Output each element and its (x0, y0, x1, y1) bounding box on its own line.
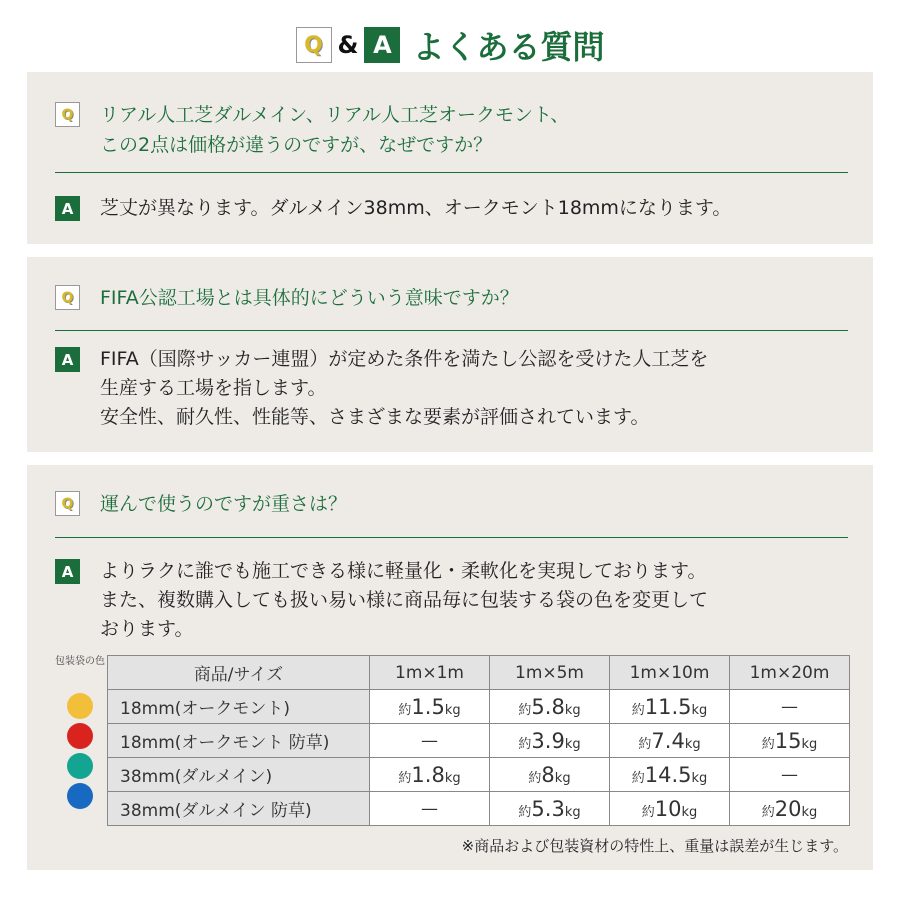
column-header: 1m×1m (370, 656, 490, 690)
color-legend (55, 655, 105, 813)
unit-label: kg (444, 770, 461, 786)
unit-label: kg (684, 736, 701, 752)
unit-label: kg (564, 804, 581, 820)
unit-label: kg (691, 702, 708, 718)
weight-cell (370, 690, 490, 724)
approx-label: 約 (398, 770, 412, 786)
approx-label: 約 (631, 702, 645, 718)
approx-label: 約 (761, 736, 775, 752)
unit-label: kg (564, 736, 581, 752)
faq-item-3 (27, 465, 873, 870)
question-icon: Q (55, 102, 80, 127)
question-text: リアル人工芝ダルメイン、リアル人工芝オークモント、 この2点は価格が違うのですが、なぜですか？ (100, 104, 570, 156)
approx-label: 約 (398, 702, 412, 718)
product-name: 38mm(ダルメイン 防草) (108, 792, 370, 826)
unit-label: kg (681, 804, 698, 820)
weight-cell (490, 690, 610, 724)
weight-value: 1.8 (411, 762, 445, 787)
column-header: 商品/サイズ (108, 656, 370, 690)
weight-value: 10 (654, 796, 682, 821)
bag-color-dot (67, 783, 93, 809)
question-icon: Q (55, 491, 80, 516)
weight-cell (730, 792, 850, 826)
unit-label: kg (801, 804, 818, 820)
approx-label: 約 (518, 702, 532, 718)
weight-cell (730, 724, 850, 758)
bag-color-dot (67, 723, 93, 749)
bag-color-dot (67, 753, 93, 779)
approx-label: 約 (641, 804, 655, 820)
approx-label: 約 (631, 770, 645, 786)
approx-label: 約 (761, 804, 775, 820)
faq-item-1 (27, 72, 873, 244)
weight-value: 8 (541, 762, 555, 787)
faq-item-2 (27, 257, 873, 452)
weight-cell (370, 758, 490, 792)
unit-label: kg (691, 770, 708, 786)
unit-label: kg (554, 770, 571, 786)
question-text: FIFA公認工場とは具体的にどういう意味ですか？ (100, 287, 519, 309)
bag-color-dot (67, 693, 93, 719)
weight-cell (490, 758, 610, 792)
approx-label: 約 (638, 736, 652, 752)
unit-label: kg (801, 736, 818, 752)
column-header: 1m×20m (730, 656, 850, 690)
weight-value: 5.8 (531, 694, 565, 719)
weight-cell (610, 758, 730, 792)
answer-icon: A (55, 559, 80, 584)
weight-cell (490, 792, 610, 826)
weight-cell: — (730, 690, 850, 724)
table-note: ※商品および包装資材の特性上、重量は誤差が生じます。 (461, 837, 848, 855)
weight-value: 11.5 (644, 694, 692, 719)
answer-text: よりラクに誰でも施工できる様に軽量化・柔軟化を実現しております。 また、複数購入しても扱い易い様に商品毎に包装する袋の色を変更して おります。 (100, 560, 709, 640)
weight-cell: — (370, 792, 490, 826)
answer-icon: A (55, 196, 80, 221)
answer-icon: A (55, 347, 80, 372)
product-name: 18mm(オークモント 防草) (108, 724, 370, 758)
page-title (0, 22, 900, 68)
table-row (108, 724, 850, 758)
answer-text: 芝丈が異なります。ダルメイン38mm、オークモント18mmになります。 (100, 197, 732, 219)
answer-text: FIFA（国際サッカー連盟）が定めた条件を満たし公認を受けた人工芝を 生産する工場を指します。 安全性、耐久性、性能等、さまざまな要素が評価されています。 (100, 348, 709, 428)
a-icon: A (364, 27, 400, 63)
unit-label: kg (564, 702, 581, 718)
weight-value: 14.5 (644, 762, 692, 787)
column-header: 1m×10m (610, 656, 730, 690)
approx-label: 約 (518, 804, 532, 820)
weight-value: 3.9 (531, 728, 565, 753)
table-row (108, 690, 850, 724)
weight-cell: — (370, 724, 490, 758)
weight-cell (490, 724, 610, 758)
approx-label: 約 (518, 736, 532, 752)
column-header: 1m×5m (490, 656, 610, 690)
question-text: 運んで使うのですが重さは？ (100, 493, 348, 515)
product-name: 38mm(ダルメイン) (108, 758, 370, 792)
title-text: よくある質問 (412, 28, 605, 66)
question-icon: Q (55, 285, 80, 310)
weight-cell: — (730, 758, 850, 792)
table-row (108, 792, 850, 826)
unit-label: kg (444, 702, 461, 718)
divider (55, 172, 848, 173)
divider (55, 330, 848, 331)
weight-value: 7.4 (651, 728, 685, 753)
weight-cell (610, 724, 730, 758)
weight-value: 1.5 (411, 694, 445, 719)
weight-value: 15 (774, 728, 802, 753)
weight-value: 5.3 (531, 796, 565, 821)
q-icon: Q (296, 27, 332, 63)
product-name: 18mm(オークモント) (108, 690, 370, 724)
ampersand: & (337, 31, 359, 59)
table-row (108, 758, 850, 792)
weight-cell (610, 792, 730, 826)
approx-label: 約 (528, 770, 542, 786)
weight-table (107, 655, 850, 826)
divider (55, 537, 848, 538)
weight-cell (610, 690, 730, 724)
weight-value: 20 (774, 796, 802, 821)
legend-label: 包装袋の色 (55, 656, 105, 667)
